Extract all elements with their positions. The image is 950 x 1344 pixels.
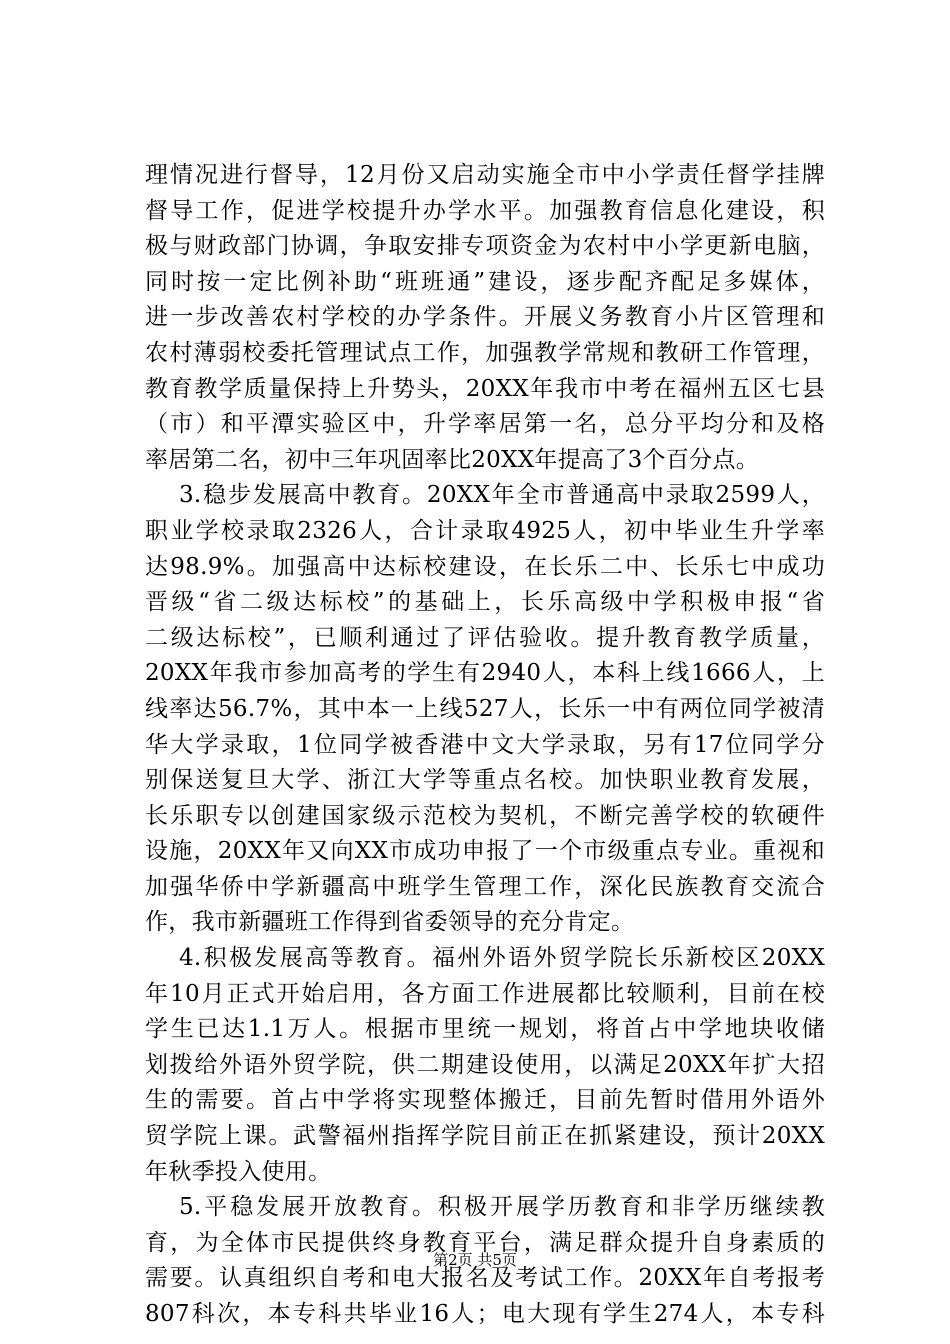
text-line: 作，我市新疆班工作得到省委领导的充分肯定。: [145, 909, 635, 936]
text-line: 长乐职专以创建国家级示范校为契机，不断完善学校的软硬件: [145, 802, 825, 829]
text-line: 别保送复旦大学、浙江大学等重点名校。加快职业教育发展，: [145, 767, 825, 794]
text-line: 晋级“省二级达标校”的基础上，长乐高级中学积极申报“省: [145, 589, 825, 616]
text-line: 进一步改善农村学校的办学条件。开展义务教育小片区管理和: [145, 304, 825, 331]
text-line: 807科次，本专科共毕业16人；电大现有学生274人，本专科: [145, 1301, 825, 1327]
text-line: 划拨给外语外贸学院，供二期建设使用，以满足20XX年扩大招: [145, 1051, 825, 1078]
text-line: 极与财政部门协调，争取安排专项资金为农村中小学更新电脑，: [145, 233, 825, 260]
text-line: 3.稳步发展高中教育。20XX年全市普通高中录取2599人，: [179, 482, 825, 509]
text-line: 生的需要。首占中学将实现整体搬迁，目前先暂时借用外语外: [145, 1087, 825, 1114]
text-line: 农村薄弱校委托管理试点工作，加强教学常规和教研工作管理，: [145, 339, 825, 366]
text-line: 需要。认真组织自考和电大报名及考试工作。20XX年自考报考: [145, 1265, 825, 1292]
text-line: 20XX年我市参加高考的学生有2940人，本科上线1666人，上: [145, 660, 825, 687]
text-line: 学生已达1.1万人。根据市里统一规划，将首占中学地块收储: [145, 1016, 825, 1043]
text-line: 设施，20XX年又向XX市成功申报了一个市级重点专业。重视和: [145, 838, 825, 865]
text-line: 线率达56.7%，其中本一上线527人，长乐一中有两位同学被清: [145, 695, 825, 722]
text-line: （市）和平潭实验区中，升学率居第一名，总分平均分和及格: [145, 411, 825, 438]
text-line: 督导工作，促进学校提升办学水平。加强教育信息化建设，积: [145, 197, 825, 224]
text-line: 二级达标校”，已顺利通过了评估验收。提升教育教学质量，: [145, 624, 825, 651]
text-line: 4.积极发展高等教育。福州外语外贸学院长乐新校区20XX: [179, 945, 825, 972]
document-body: [145, 158, 825, 1333]
text-line: 华大学录取，1位同学被香港中文大学录取，另有17位同学分: [145, 731, 825, 758]
text-line: 贸学院上课。武警福州指挥学院目前正在抓紧建设，预计20XX: [145, 1123, 825, 1150]
text-line: 年10月正式开始启用，各方面工作进展都比较顺利，目前在校: [145, 980, 825, 1007]
text-line: 率居第二名，初中三年巩固率比20XX年提高了3个百分点。: [145, 446, 760, 473]
text-line: 职业学校录取2326人，合计录取4925人，初中毕业生升学率: [145, 517, 825, 544]
text-line: 同时按一定比例补助“班班通”建设，逐步配齐配足多媒体，: [145, 268, 825, 295]
text-line: 年秋季投入使用。: [145, 1158, 332, 1185]
text-line: 理情况进行督导，12月份又启动实施全市中小学责任督学挂牌: [145, 162, 825, 188]
text-line: 育，为全体市民提供终身教育平台，满足群众提升自身素质的: [145, 1229, 825, 1256]
text-line: 加强华侨中学新疆高中班学生管理工作，深化民族教育交流合: [145, 873, 825, 900]
text-line: 教育教学质量保持上升势头，20XX年我市中考在福州五区七县: [145, 375, 825, 402]
page-footer: 第2页 共5页: [433, 1251, 517, 1269]
text-line: 达98.9%。加强高中达标校建设，在长乐二中、长乐七中成功: [145, 553, 825, 580]
text-line: 5.平稳发展开放教育。积极开展学历教育和非学历继续教: [179, 1194, 825, 1221]
